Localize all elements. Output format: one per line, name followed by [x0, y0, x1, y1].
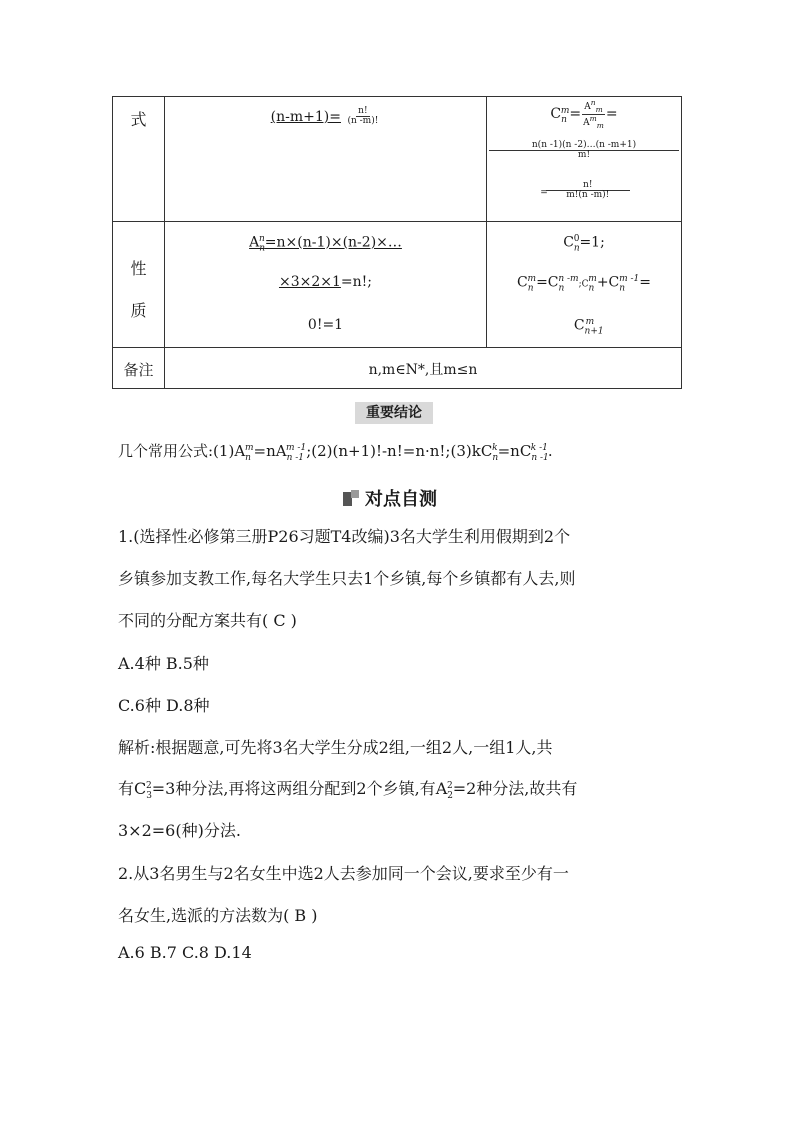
q1-options-ab: A.4种 B.5种	[118, 654, 209, 673]
comb-ratio: $C_n^m=$ $\frac{A^n_m}{A^m_m}$ =	[550, 98, 618, 130]
section-marker-icon	[343, 490, 359, 506]
q2-line1: 2.从3名男生与2名女生中选2人去参加同一个会议,要求至少有一	[118, 864, 569, 883]
q1-analysis-line2: 有$C_3^2=3$种分法,再将这两组分配到2个乡镇,有$A_2^2=2$种分法,故共有	[118, 779, 578, 802]
comb-property-line3: $C_{n+1}^m$	[573, 317, 604, 337]
comb-properties-cell	[487, 222, 682, 348]
perm-property-line3: 0!=1	[307, 317, 344, 333]
q1-line3: 不同的分配方案共有( C )	[118, 611, 297, 630]
perm-formula-cell	[165, 97, 487, 222]
row-label-formula: 式	[113, 97, 165, 222]
perm-formula: (n-m+1)=	[270, 108, 341, 125]
common-formulas-line: 几个常用公式$:(1)A_n^m=nA_{n -1}^{m -1};(2)(n+1)!-n!=n\cdot n!;(3)kC_n^k=nC_{n -1}^{k -1}$.	[118, 442, 553, 463]
row-label-properties: 性 质	[113, 222, 165, 348]
q1-options-cd: C.6种 D.8种	[118, 696, 210, 715]
comb-property-line2: $C_n^m=C_n^{n -m};C_n^m+C_n^{m -1}=$	[517, 274, 651, 294]
q2-options: A.6 B.7 C.8 D.14	[118, 943, 252, 962]
perm-property-line1: $A_n^n=n\times(n-1)\times(n-2)\times\dots$	[249, 234, 402, 254]
q2-line2: 名女生,选派的方法数为( B )	[118, 906, 318, 925]
q1-line1: 1.(选择性必修第三册P26习题T4改编)3名大学生利用假期到2个	[118, 527, 571, 546]
comb-long-fraction: $\frac{n(n -1)(n -2)\dots(n -m+1)}{m!}$	[487, 141, 681, 161]
formula-table	[112, 96, 682, 389]
q1-analysis-line1: 解析:根据题意,可先将3名大学生分成2组,一组2人,一组1人,共	[118, 738, 553, 757]
comb-short-fraction: = $\frac{n!}{m!(n -m)!}$	[487, 181, 681, 201]
perm-properties-cell	[165, 222, 487, 348]
q1-analysis-line3: 3×2=6(种)分法.	[118, 821, 241, 840]
comb-property-line1: $C_n^0=1$;	[563, 234, 605, 254]
conclusion-badge: 重要结论	[355, 402, 433, 424]
note-cell: n,m∈N*,且m≤n	[165, 348, 682, 389]
comb-formula-cell	[487, 97, 682, 222]
perm-property-line2: ×3×2×1=n!;	[278, 274, 372, 290]
section-title: 对点自测	[343, 485, 437, 511]
row-label-note: 备注	[113, 348, 165, 389]
perm-fraction: $\frac{n!}{(n -m)!}$	[347, 106, 379, 127]
q1-line2: 乡镇参加支教工作,每名大学生只去1个乡镇,每个乡镇都有人去,则	[118, 569, 576, 588]
